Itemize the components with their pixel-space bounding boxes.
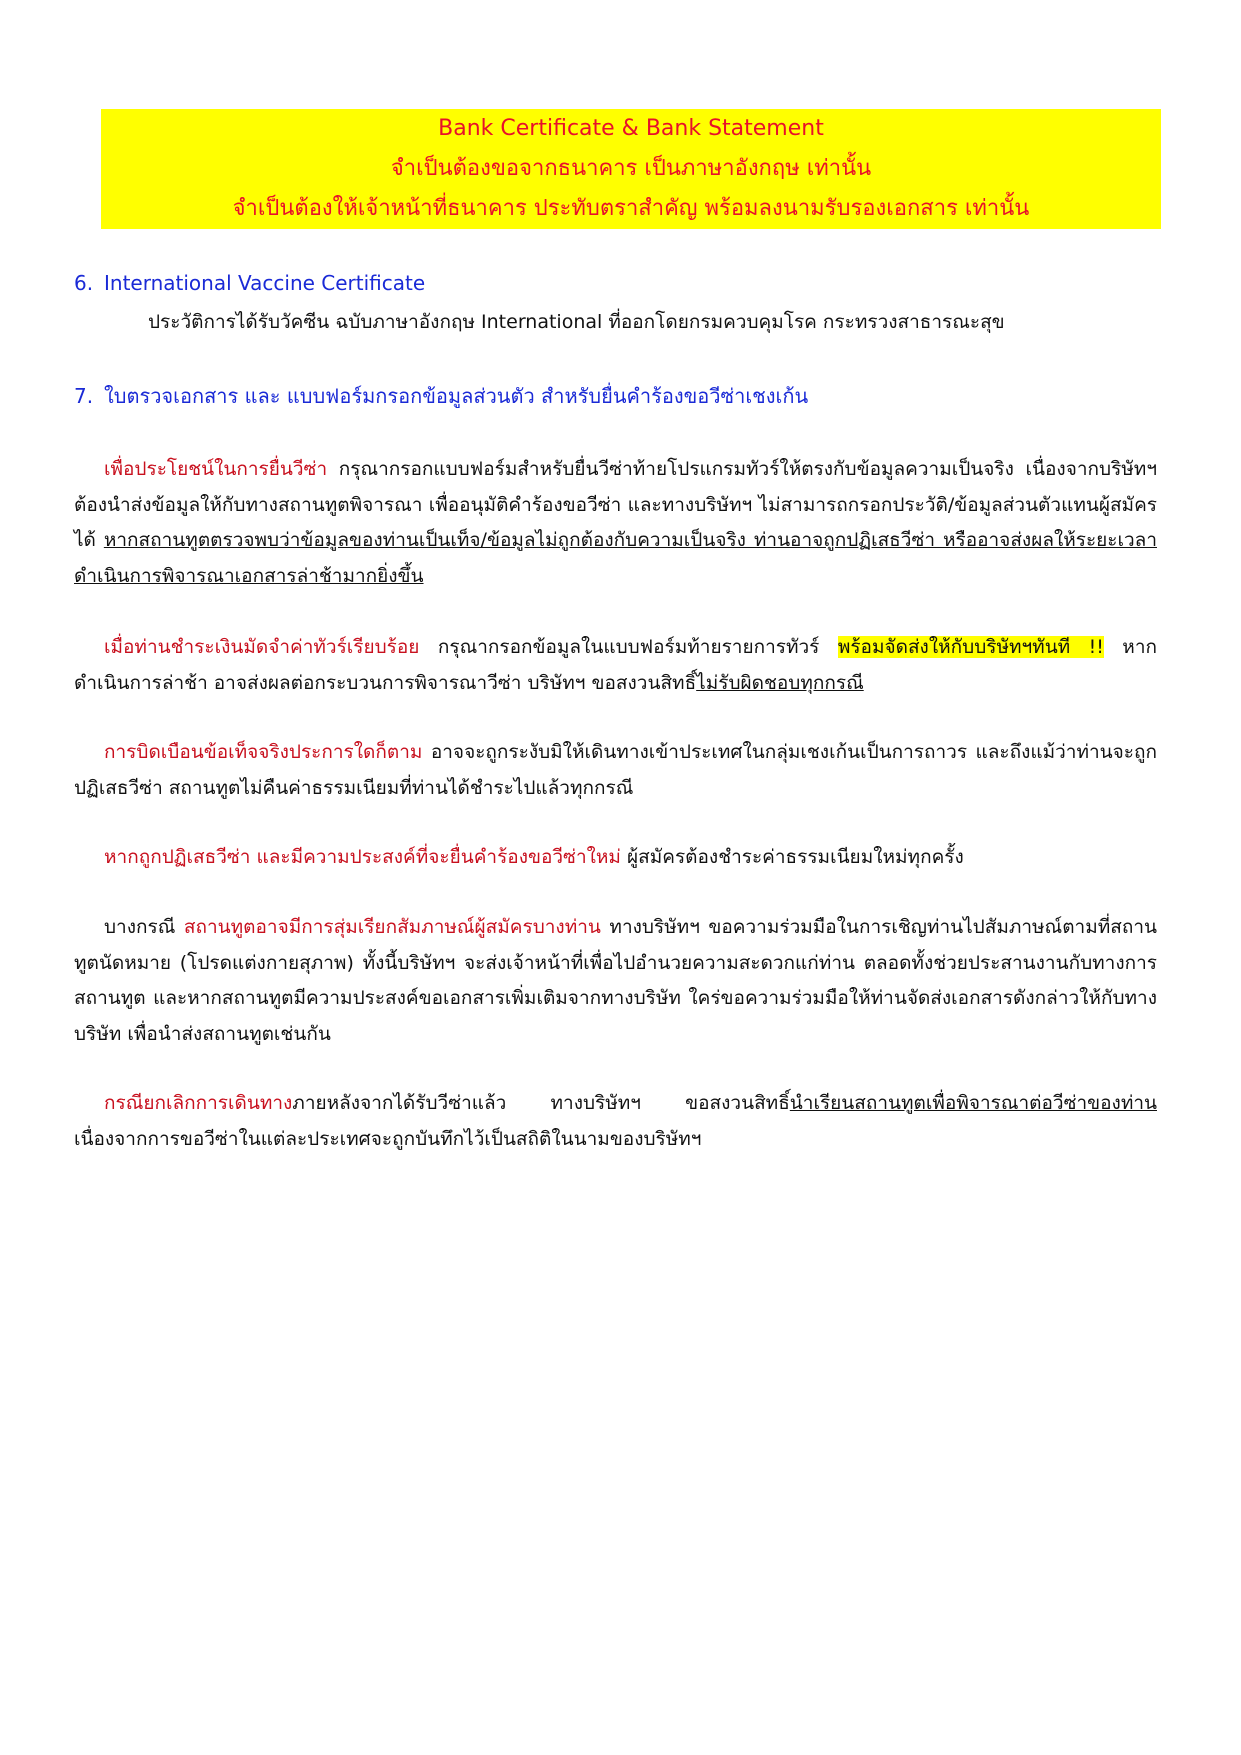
section-6-description: ประวัติการได้รับวัคซีน ฉบับภาษาอังกฤษ International ที่ออกโดยกรมควบคุมโรค กระทรวงสาธารณะสุข xyxy=(148,311,1005,333)
paragraph-underlined-warning: หากสถานทูตตรวจพบว่าข้อมูลของท่านเป็นเท็จ/ข้อมูลไม่ถูกต้องกับความเป็นจริง ท่านอาจถูกปฏิเสธวีซ่า หรืออาจส่งผลให้ระยะเวลาดำเนินการพิจารณาเอกสารล่าช้ามากยิ่งขึ้น xyxy=(74,529,1157,587)
paragraph-lead: กรณียกเลิกการเดินทาง xyxy=(104,1092,293,1114)
banner-line-2: จำเป็นต้องขอจากธนาคาร เป็นภาษาอังกฤษ เท่านั้น xyxy=(390,156,872,181)
paragraph-underlined-warning: ไม่รับผิดชอบทุกกรณี xyxy=(696,671,864,694)
section-6-number: 6. xyxy=(74,271,94,295)
section-7-heading xyxy=(74,381,808,411)
paragraph-body-2: เนื่องจากการขอวีซ่าในแต่ละประเทศจะถูกบันทึกไว้เป็นสถิติในนามของบริษัทฯ xyxy=(74,1127,702,1150)
paragraph-visa-rejected xyxy=(74,840,1157,876)
paragraph-underlined-warning: นำเรียนสถานทูตเพื่อพิจารณาต่อวีซ่าของท่าน xyxy=(789,1092,1157,1114)
banner-line-3: จำเป็นต้องให้เจ้าหน้าที่ธนาคาร ประทับตราสำคัญ พร้อมลงนามรับรองเอกสาร เท่านั้น xyxy=(232,196,1030,221)
paragraph-lead: เพื่อประโยชน์ในการยื่นวีซ่า xyxy=(104,458,328,480)
banner-line-1: Bank Certificate & Bank Statement xyxy=(438,116,824,141)
paragraph-lead: หากถูกปฏิเสธวีซ่า และมีความประสงค์ที่จะยื่นคำร้องขอวีซ่าใหม่ xyxy=(104,846,621,868)
paragraph-interview xyxy=(74,910,1157,1052)
paragraph-body: ทางบริษัทฯ ขอความร่วมมือในการเชิญท่านไปสัมภาษณ์ตามที่สถานทูตนัดหมาย (โปรดแต่งกายสุภาพ) ทั้งนี้บริษัทฯ จะส่งเจ้าหน้าที่เพื่อไปอำนวยความสะดวกแก่ท่าน ตลอดทั้งช่วยประสานงานกับทางการสถานทูต และหากสถานทูตมีความประสงค์ขอเอกสารเพิ่มเติมจากทางบริษัท ใคร่ขอความร่วมมือให้ท่านจัดส่งเอกสารดังกล่าวให้กับทางบริษัท เพื่อนำส่งสถานทูตเช่นกัน xyxy=(74,916,1158,1045)
paragraph-misrepresentation xyxy=(74,735,1157,806)
paragraph-lead: การบิดเบือนข้อเท็จจริงประการใดก็ตาม xyxy=(104,741,423,763)
paragraph-cancellation xyxy=(74,1086,1157,1157)
paragraph-body: กรุณากรอกแบบฟอร์มสำหรับยื่นวีซ่าท้ายโปรแกรมทัวร์ให้ตรงกับข้อมูลความเป็นจริง เนื่องจากบริษัทฯ ต้องนำส่งข้อมูลให้กับทางสถานทูตพิจารณา เพื่ออนุมัติคำร้องขอวีซ่า และทางบริษัทฯ ไม่สามารถกรอกประวัติ/ข้อมูลส่วนตัวแทนผู้สมัครได้ xyxy=(74,458,1157,551)
paragraph-body-2: หากดำเนินการล่าช้า อาจส่งผลต่อกระบวนการพิจารณาวีซ่า บริษัทฯ ขอสงวนสิทธิ์ xyxy=(74,636,1157,694)
paragraph-body: ภายหลังจากได้รับวีซ่าแล้ว ทางบริษัทฯ ขอสงวนสิทธิ์ xyxy=(292,1092,790,1114)
section-7-number: 7. xyxy=(74,384,94,408)
paragraph-body: กรุณากรอกข้อมูลในแบบฟอร์มท้ายรายการทัวร์ xyxy=(419,636,838,658)
section-6-heading xyxy=(74,268,425,298)
paragraph-body: ผู้สมัครต้องชำระค่าธรรมเนียมใหม่ทุกครั้ง xyxy=(620,846,964,868)
highlighted-notice: พร้อมจัดส่งให้กับบริษัทฯทันที !! xyxy=(837,636,1104,658)
section-6-title: International Vaccine Certificate xyxy=(104,271,426,295)
paragraph-body: อาจจะถูกระงับมิให้เดินทางเข้าประเทศในกลุ่มเชงเก้นเป็นการถาวร และถึงแม้ว่าท่านจะถูกปฏิเสธวีซ่า สถานทูตไม่คืนค่าธรรมเนียมที่ท่านได้ชำระไปแล้วทุกกรณี xyxy=(74,741,1157,799)
paragraph-lead: เมื่อท่านชำระเงินมัดจำค่าทัวร์เรียบร้อย xyxy=(104,636,420,658)
paragraph-pre: บางกรณี xyxy=(104,916,184,938)
bank-document-notice-banner xyxy=(101,109,1161,229)
paragraph-lead: สถานทูตอาจมีการสุ่มเรียกสัมภาษณ์ผู้สมัครบางท่าน xyxy=(183,916,601,938)
section-7-title: ใบตรวจเอกสาร และ แบบฟอร์มกรอกข้อมูลส่วนตัว สำหรับยื่นคำร้องขอวีซ่าเชงเก้น xyxy=(104,384,809,408)
paragraph-deposit-paid xyxy=(74,630,1157,701)
paragraph-visa-benefit xyxy=(74,452,1157,594)
